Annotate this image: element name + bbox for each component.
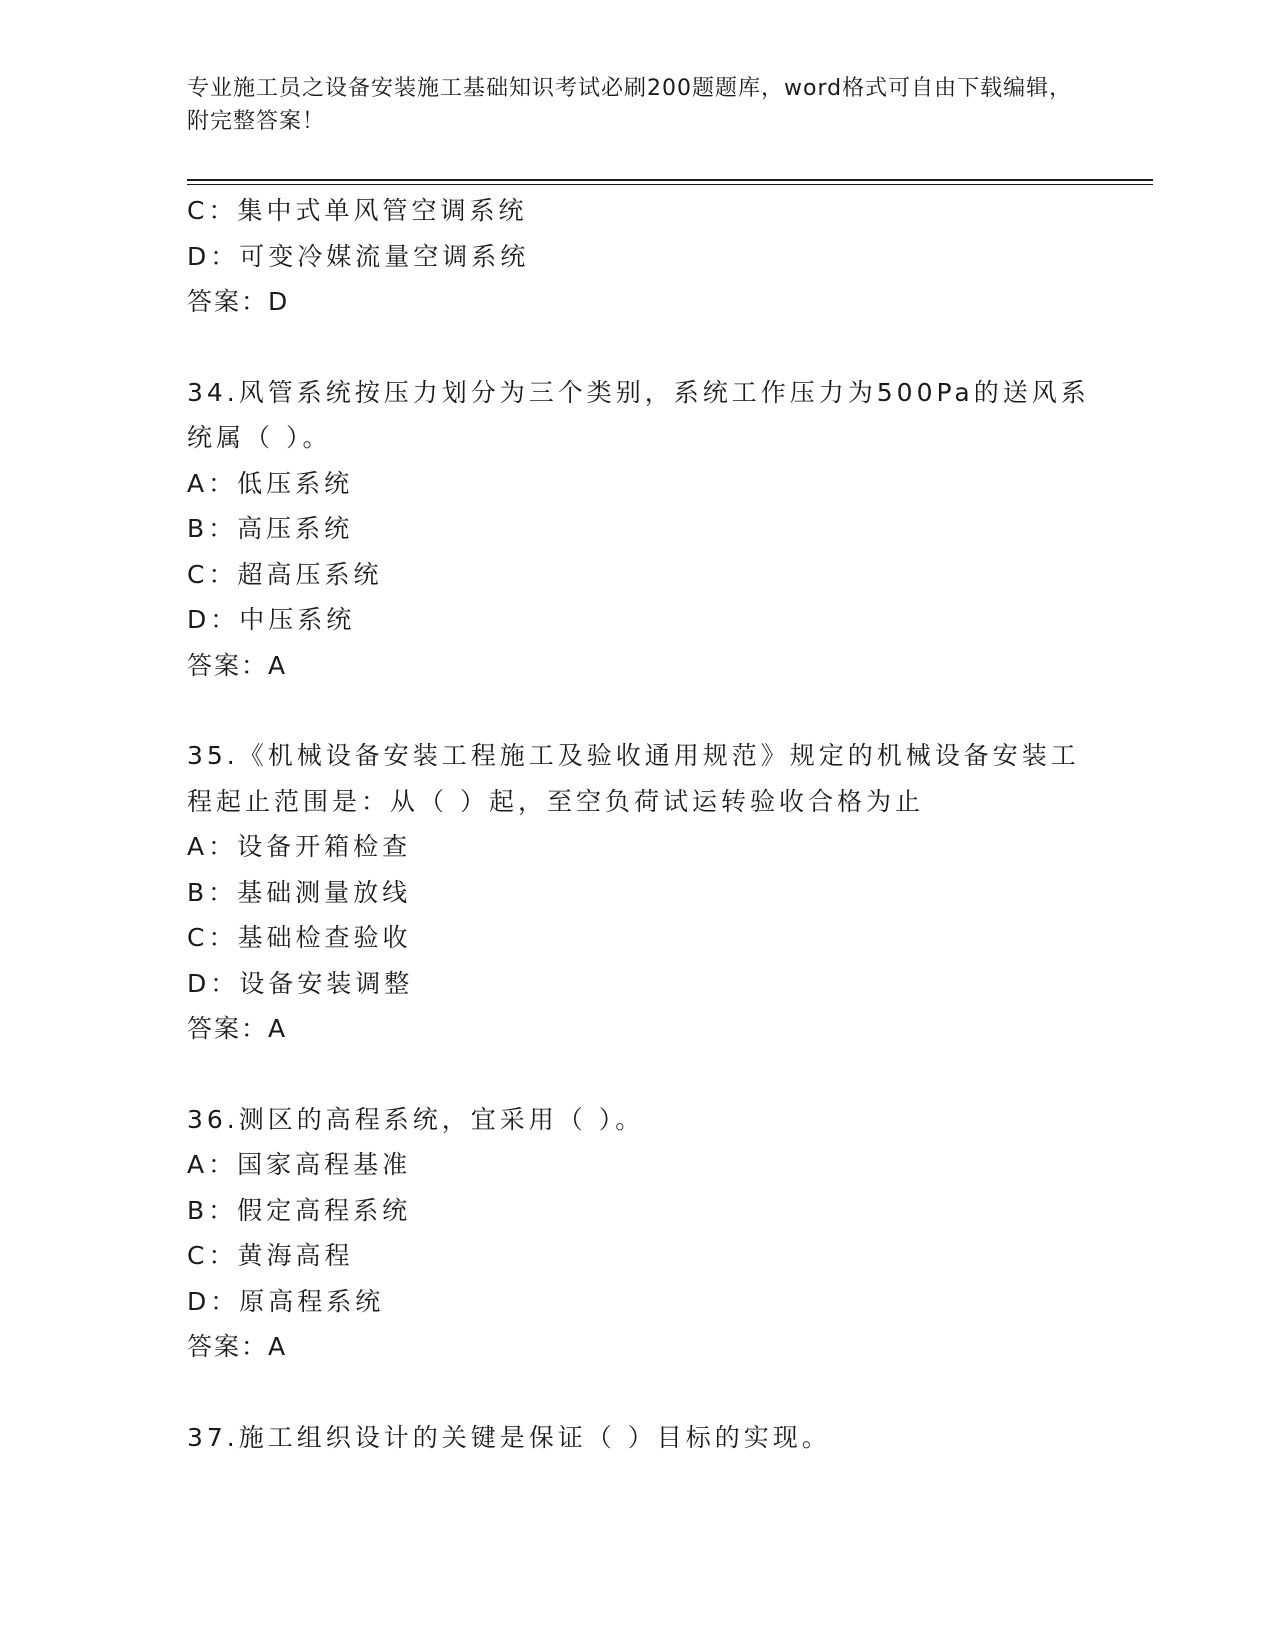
question-stem-continued: 统属（ ）。	[187, 423, 332, 452]
question-content	[187, 188, 1090, 1460]
option-c: C：集中式单风管空调系统	[187, 196, 528, 225]
answer-line: 答案：A	[187, 650, 288, 680]
option-d: D：原高程系统	[187, 1286, 385, 1316]
option-b: B：假定高程系统	[187, 1195, 412, 1225]
option-d: D：可变冷媒流量空调系统	[187, 241, 530, 271]
header-title: 专业施工员之设备安装施工基础知识考试必刷200题题库，word格式可自由下载编辑，附完整答案！	[187, 76, 1073, 134]
option-a: A：国家高程基准	[187, 1150, 412, 1179]
spacer	[187, 688, 1087, 733]
answer-line: 答案：A	[187, 1332, 288, 1361]
option-d: D：中压系统	[187, 605, 356, 634]
option-b: B：高压系统	[187, 514, 354, 543]
spacer	[187, 325, 1087, 370]
question-34	[187, 370, 1090, 689]
option-d: D：设备安装调整	[187, 968, 414, 998]
header-divider-thin	[187, 184, 1153, 185]
header-divider-thick	[187, 179, 1153, 181]
option-c: C：黄海高程	[187, 1241, 354, 1270]
option-c: C：基础检查验收	[187, 923, 412, 952]
question-37	[187, 1415, 1087, 1461]
question-stem: 34.风管系统按压力划分为三个类别，系统工作压力为500Pa的送风系	[187, 377, 1090, 407]
question-stem-continued: 程起止范围是：从（ ）起，至空负荷试运转验收合格为止	[187, 786, 924, 816]
question-stem: 37.施工组织设计的关键是保证（ ）目标的实现。	[187, 1422, 831, 1452]
document-header	[187, 72, 1087, 138]
question-33-tail	[187, 188, 1087, 325]
option-a: A：设备开箱检查	[187, 832, 412, 861]
question-stem: 36.测区的高程系统，宜采用（ ）。	[187, 1104, 645, 1134]
option-b: B：基础测量放线	[187, 877, 412, 907]
question-stem: 35.《机械设备安装工程施工及验收通用规范》规定的机械设备安装工	[187, 741, 1080, 770]
answer-line: 答案：A	[187, 1014, 288, 1043]
question-36	[187, 1097, 1087, 1370]
spacer	[187, 1052, 1087, 1097]
answer-line: 答案：D	[187, 287, 290, 316]
option-a: A：低压系统	[187, 468, 354, 498]
question-35	[187, 733, 1087, 1052]
spacer	[187, 1370, 1087, 1415]
option-c: C：超高压系统	[187, 559, 383, 589]
